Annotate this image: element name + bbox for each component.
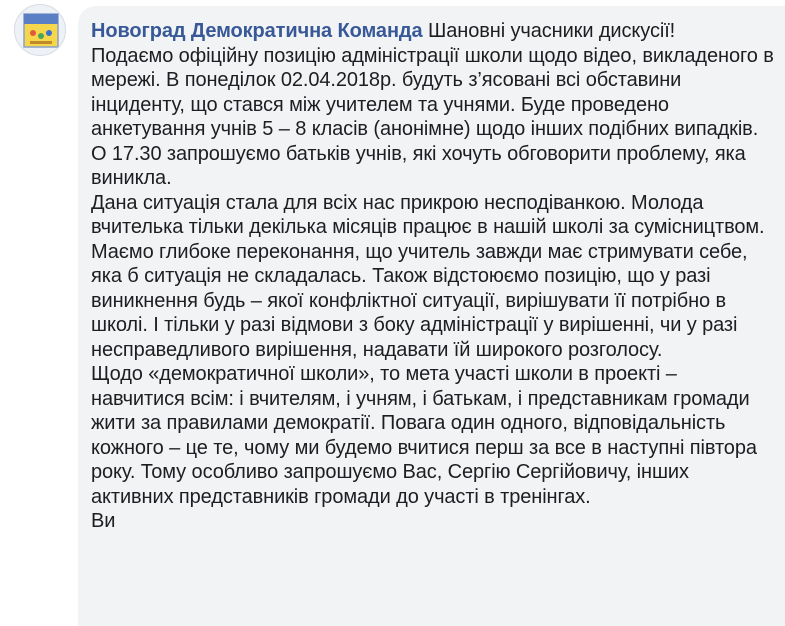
comment-bubble bbox=[78, 6, 785, 626]
comment-author-link[interactable]: Новоград Демократична Команда bbox=[91, 20, 423, 42]
school-logo-icon bbox=[15, 5, 66, 56]
comment-paragraph: Подаємо офіційну позицію адміністрації школи щодо відео, викладеного в мережі. В понеділок 02.04.2018р. будуть з’ясовані всі обставини інциденту, що стався між учителем та учнями. Буде проведено анкетування учнів 5 – 8 класів (анонімне) щодо інших подібних випадків. О 17.30 запрошуємо батьків учнів, які хочуть обговорити проблему, яка виникла. bbox=[91, 44, 774, 189]
comment-paragraph: Щодо «демократичної школи», то мета участі школи в проекті – навчитися всім: і вчителям, і учням, і батькам, і представникам громади жити за правилами демократії. Повага один одного, відповідальність кожного – це те, чому ми будемо вчитися перш за все в наступні півтора року. Тому особливо запрошуємо Вас, Сергію Сергійовичу, інших активних представників громади до участі в тренінгах. bbox=[91, 363, 757, 508]
comment-paragraph: Маємо глибоке переконання, що учитель завжди має стримувати себе, яка б ситуація не складалась. Також відстоюємо позицію, що у разі виникнення будь – якої конфліктної ситуації, вирішувати її потрібно в школі. І тільки у разі відмови з боку адміністрації у вирішенні, чи у разі несправедливого вирішення, надавати їй широкого розголосу. bbox=[91, 240, 748, 361]
comment-body bbox=[91, 19, 775, 534]
comment-paragraph: Дана ситуація стала для всіх нас прикрою несподіванкою. Молода вчителька тільки декілька місяців працює в нашій школі за сумісництвом. bbox=[91, 191, 765, 238]
comment-paragraph-truncated: Ви bbox=[91, 510, 116, 532]
avatar[interactable] bbox=[14, 4, 66, 56]
comment-greeting: Шановні учасники дискусії! bbox=[428, 20, 676, 42]
comment-first-line-container bbox=[91, 20, 675, 42]
